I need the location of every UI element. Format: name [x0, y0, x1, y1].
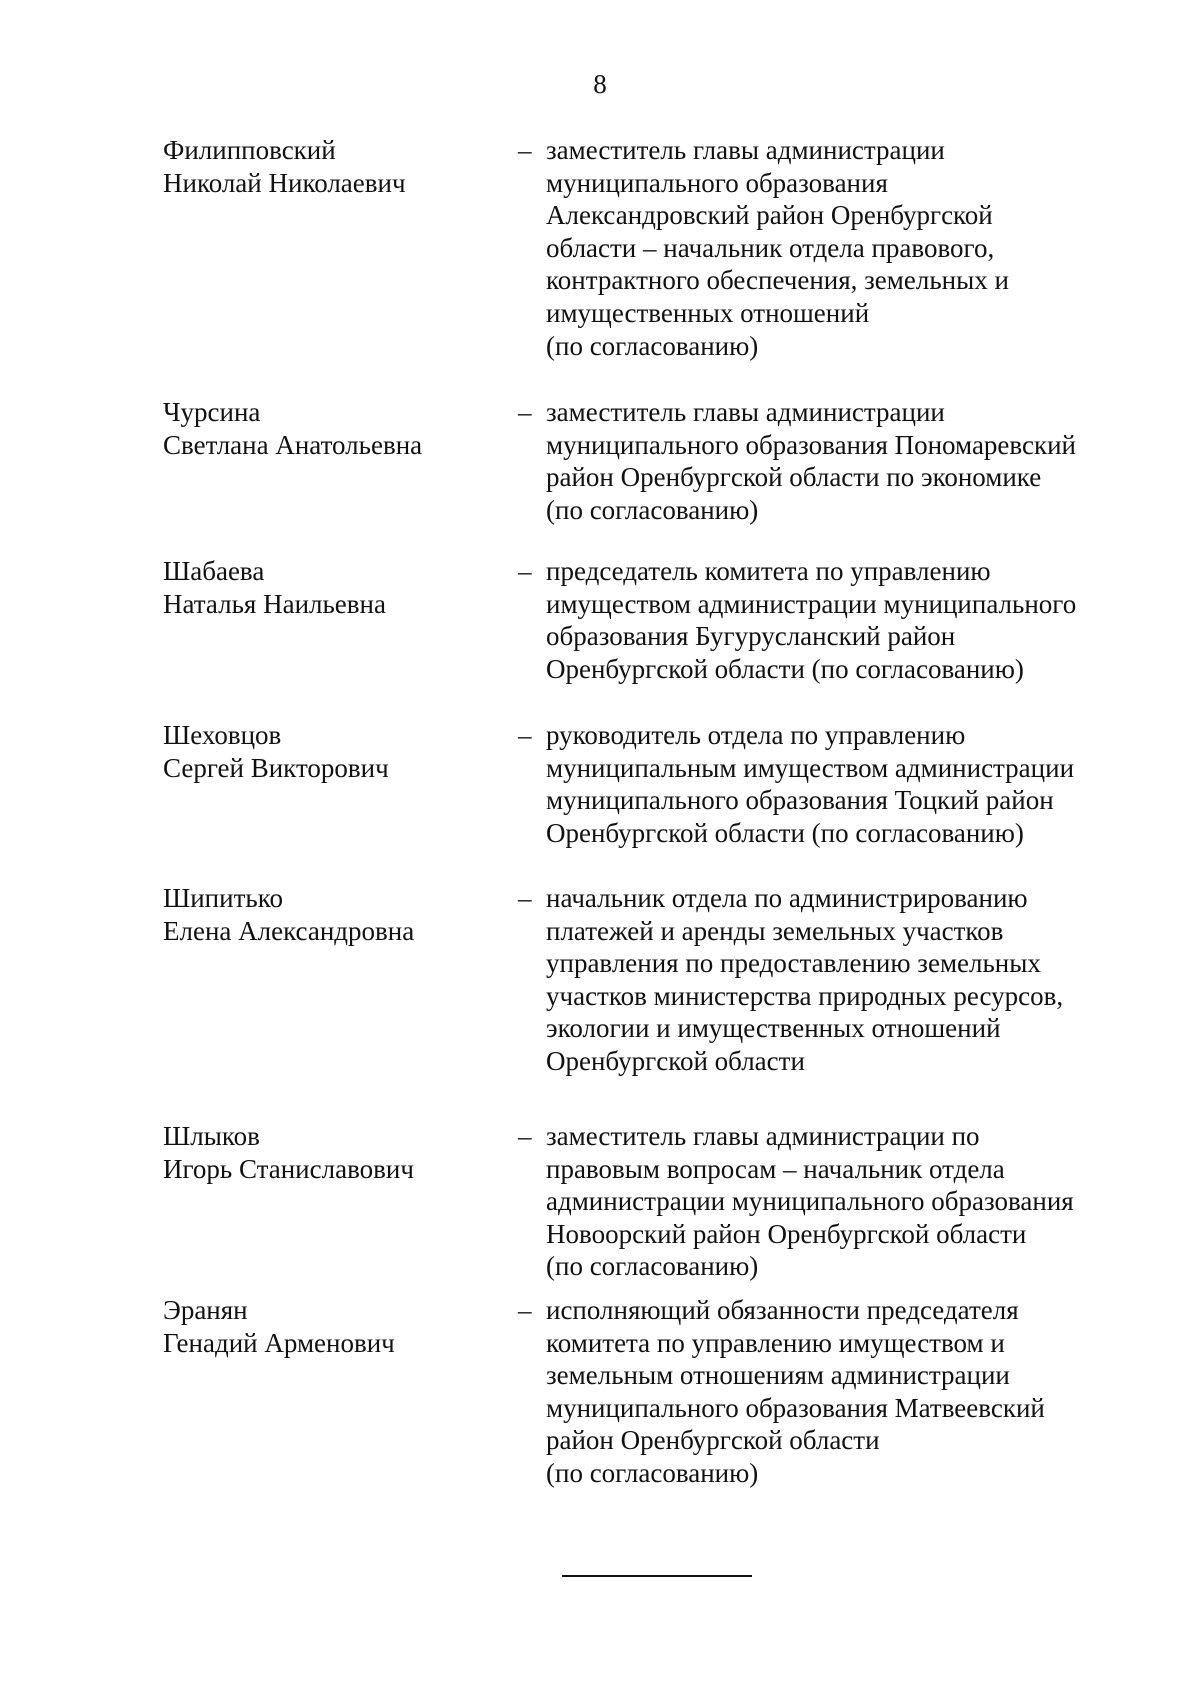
- member-given-names: Николай Николаевич: [163, 167, 406, 198]
- member-position: [546, 134, 1126, 362]
- position-line: Оренбургской области (по согласованию): [546, 653, 1024, 684]
- position-line: муниципальным имуществом администрации: [546, 752, 1075, 783]
- position-line: район Оренбургской области: [546, 1425, 880, 1456]
- position-line: Оренбургской области (по согласованию): [546, 817, 1024, 848]
- position-line: Новоорский район Оренбургской области: [546, 1218, 1027, 1249]
- member-surname: Филипповский: [163, 135, 336, 165]
- position-line: правовым вопросам – начальник отдела: [546, 1153, 1005, 1184]
- member-given-names: Сергей Викторович: [163, 752, 389, 783]
- member-surname: Шабаева: [163, 556, 265, 586]
- member-name: [163, 396, 503, 461]
- position-line: области – начальник отдела правового,: [546, 232, 995, 263]
- position-line: контрактного обеспечения, земельных и: [546, 265, 1009, 296]
- member-position: [546, 719, 1126, 849]
- separator-dash: –: [518, 556, 532, 586]
- position-line: муниципального образования Пономаревский: [546, 429, 1077, 460]
- position-line: имуществом администрации муниципального: [546, 588, 1077, 619]
- position-line: муниципального образования Тоцкий район: [546, 785, 1054, 816]
- member-given-names: Елена Александровна: [163, 915, 415, 946]
- member-surname: Эранян: [163, 1295, 248, 1325]
- member-position: [546, 882, 1126, 1078]
- position-line: (по согласованию): [546, 494, 759, 525]
- end-of-list-rule: [562, 1575, 752, 1577]
- separator-dash: –: [518, 1295, 532, 1325]
- member-position: [546, 1120, 1126, 1283]
- member-given-names: Игорь Станиславович: [163, 1153, 414, 1184]
- position-line: платежей и аренды земельных участков: [546, 915, 1004, 946]
- member-name: [163, 555, 503, 620]
- position-line: экологии и имущественных отношений: [546, 1013, 1001, 1044]
- member-surname: Чурсина: [163, 397, 261, 427]
- member-surname: Шлыков: [163, 1121, 260, 1151]
- position-line: участков министерства природных ресурсов,: [546, 980, 1064, 1011]
- position-line: заместитель главы администрации по: [546, 1121, 980, 1151]
- position-line: (по согласованию): [546, 1457, 759, 1488]
- member-position: [546, 396, 1126, 526]
- position-line: район Оренбургской области по экономике: [546, 462, 1042, 493]
- member-given-names: Наталья Наильевна: [163, 588, 386, 619]
- member-given-names: Светлана Анатольевна: [163, 429, 423, 460]
- member-name: [163, 882, 503, 947]
- separator-dash: –: [518, 1121, 532, 1151]
- position-line: земельным отношениям администрации: [546, 1360, 1010, 1391]
- member-name: [163, 1294, 503, 1359]
- position-line: руководитель отдела по управлению: [546, 720, 966, 750]
- position-line: муниципального образования Матвеевский: [546, 1392, 1045, 1423]
- position-line: (по согласованию): [546, 330, 759, 361]
- position-line: администрации муниципального образования: [546, 1186, 1074, 1217]
- position-line: комитета по управлению имуществом и: [546, 1327, 1005, 1358]
- position-line: муниципального образования: [546, 167, 888, 198]
- separator-dash: –: [518, 883, 532, 913]
- position-line: Оренбургской области: [546, 1045, 805, 1076]
- position-line: председатель комитета по управлению: [546, 556, 991, 586]
- position-line: имущественных отношений: [546, 297, 870, 328]
- position-line: (по согласованию): [546, 1251, 759, 1282]
- position-line: заместитель главы администрации: [546, 397, 945, 427]
- member-surname: Шипитько: [163, 883, 283, 913]
- separator-dash: –: [518, 135, 532, 165]
- member-position: [546, 1294, 1126, 1490]
- member-surname: Шеховцов: [163, 720, 282, 750]
- separator-dash: –: [518, 397, 532, 427]
- separator-dash: –: [518, 720, 532, 750]
- member-name: [163, 134, 503, 199]
- member-name: [163, 719, 503, 784]
- position-line: Александровский район Оренбургской: [546, 200, 993, 231]
- member-position: [546, 555, 1126, 685]
- position-line: исполняющий обязанности председателя: [546, 1295, 1019, 1325]
- position-line: образования Бугурусланский район: [546, 621, 956, 652]
- page-number: 8: [593, 69, 607, 99]
- member-given-names: Генадий Арменович: [163, 1327, 395, 1358]
- position-line: управления по предоставлению земельных: [546, 948, 1041, 979]
- position-line: начальник отдела по администрированию: [546, 883, 1028, 913]
- position-line: заместитель главы администрации: [546, 135, 945, 165]
- member-name: [163, 1120, 503, 1185]
